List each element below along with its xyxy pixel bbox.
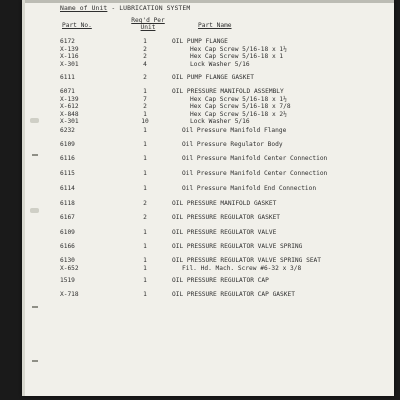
quantity-cell	[128, 185, 162, 193]
part-number: 6111	[60, 74, 75, 81]
quantity: 2	[143, 200, 147, 207]
part-number-cell	[60, 88, 110, 126]
quantity-cell	[128, 200, 162, 208]
part-number-cell	[60, 214, 110, 222]
parts-list-document	[22, 0, 394, 396]
part-number-cell	[60, 229, 110, 237]
quantity: 1	[143, 155, 147, 162]
part-name: Oil Pressure Manifold Flange	[182, 127, 287, 134]
part-number-cell	[60, 185, 110, 193]
part-number: X-612	[60, 103, 79, 110]
quantity: 7	[143, 95, 147, 103]
part-number: 6167	[60, 214, 75, 221]
part-name-cell	[182, 127, 397, 135]
part-name: OIL PUMP FLANGE GASKET	[172, 74, 254, 81]
quantity-cell	[128, 74, 162, 82]
part-number: 1519	[60, 277, 75, 284]
header-required-per-unit: Req'd Per Unit	[131, 17, 165, 31]
quantity: 1	[143, 185, 147, 192]
quantity: 1	[143, 110, 147, 118]
part-number: 6118	[60, 200, 75, 207]
quantity-cell	[128, 170, 162, 178]
sub-part-name: Fil. Hd. Mach. Screw #6-32 x 3/8	[182, 264, 302, 272]
quantity-cell	[128, 127, 162, 135]
part-name: OIL PRESSURE REGULATOR CAP	[172, 277, 269, 284]
part-number-cell	[60, 257, 110, 272]
part-name-cell	[172, 229, 387, 237]
part-number: X-652	[60, 264, 79, 272]
part-number: 6172	[60, 38, 75, 45]
quantity: 2	[143, 45, 147, 53]
sub-part-name: Hex Cap Screw 5/16-18 x 1½	[190, 45, 287, 53]
part-number: X-139	[60, 95, 79, 103]
part-name: Oil Pressure Manifold End Connection	[182, 185, 317, 192]
quantity: 1	[143, 277, 147, 284]
part-name-cell	[172, 277, 387, 285]
unit-title	[60, 4, 190, 12]
quantity: 1	[143, 170, 147, 177]
part-number-cell	[60, 291, 110, 299]
quantity-cell	[128, 155, 162, 163]
quantity: 1	[143, 243, 147, 250]
part-number: 6116	[60, 155, 75, 162]
sub-part-name: Hex Cap Screw 5/16-18 x 1½	[190, 95, 287, 103]
quantity: 1	[143, 264, 147, 272]
quantity-cell	[128, 88, 162, 126]
part-number: 6115	[60, 170, 75, 177]
part-name: OIL PRESSURE MANIFOLD GASKET	[172, 200, 277, 207]
part-name-cell	[172, 243, 387, 251]
part-name: OIL PRESSURE REGULATOR VALVE	[172, 229, 277, 236]
quantity: 1	[143, 291, 147, 298]
quantity-cell	[128, 214, 162, 222]
part-name-cell	[182, 155, 397, 163]
part-name-cell	[172, 74, 387, 82]
part-name: OIL PUMP FLANGE	[172, 38, 228, 45]
part-number: 6166	[60, 243, 75, 250]
part-name-cell	[172, 200, 387, 208]
part-number-cell	[60, 127, 110, 135]
part-name-cell	[182, 185, 397, 193]
part-number: X-718	[60, 291, 79, 298]
quantity: 1	[143, 38, 147, 45]
part-number-cell	[60, 200, 110, 208]
quantity-cell	[128, 277, 162, 285]
quantity-cell	[128, 243, 162, 251]
part-name: Oil Pressure Manifold Center Connection	[182, 155, 328, 162]
quantity: 2	[143, 214, 147, 221]
part-number: X-301	[60, 118, 79, 125]
unit-title-value: - LUBRICATION SYSTEM	[111, 4, 191, 12]
sub-part-name: Hex Cap Screw 5/16-18 x 7/8	[190, 103, 291, 110]
part-name-cell	[182, 170, 397, 178]
quantity: 2	[143, 53, 147, 60]
header-part-number: Part No.	[62, 22, 92, 29]
part-name: OIL PRESSURE REGULATOR GASKET	[172, 214, 281, 221]
part-number-cell	[60, 243, 110, 251]
sub-part-name: Hex Cap Screw 5/16-18 x 1	[190, 53, 284, 60]
part-name-cell	[172, 88, 387, 126]
part-number: 6232	[60, 127, 75, 134]
part-number: 6109	[60, 141, 75, 148]
quantity: 1	[143, 141, 147, 148]
quantity: 1	[143, 229, 147, 236]
header-part-name: Part Name	[198, 22, 232, 29]
part-number: 6109	[60, 229, 75, 236]
part-name: OIL PRESSURE MANIFOLD ASSEMBLY	[172, 88, 284, 95]
part-number: 6114	[60, 185, 75, 192]
part-number: X-116	[60, 53, 79, 60]
part-number: 6071	[60, 88, 75, 95]
part-name-cell	[172, 291, 387, 299]
part-number-cell	[60, 277, 110, 285]
part-number-cell	[60, 141, 110, 149]
quantity: 10	[141, 118, 149, 125]
quantity: 1	[143, 88, 147, 95]
part-name-cell	[172, 214, 387, 222]
part-number: X-848	[60, 110, 79, 118]
part-name: Oil Pressure Manifold Center Connection	[182, 170, 328, 177]
quantity-cell	[128, 141, 162, 149]
part-number: X-301	[60, 60, 79, 68]
quantity: 2	[143, 74, 147, 81]
part-number-cell	[60, 155, 110, 163]
part-number: 6130	[60, 257, 75, 264]
part-name: Oil Pressure Regulator Body	[182, 141, 283, 148]
quantity: 2	[143, 103, 147, 110]
part-number-cell	[60, 170, 110, 178]
quantity-cell	[128, 38, 162, 68]
part-number-cell	[60, 38, 110, 68]
part-name: OIL PRESSURE REGULATOR CAP GASKET	[172, 291, 295, 298]
part-name: OIL PRESSURE REGULATOR VALVE SPRING SEAT	[172, 257, 322, 264]
part-number: X-139	[60, 45, 79, 53]
quantity-cell	[128, 257, 162, 272]
part-name-cell	[172, 257, 387, 272]
sub-part-name: Hex Cap Screw 5/16-18 x 2½	[190, 110, 287, 118]
unit-title-label: Name of Unit	[60, 4, 108, 12]
sub-part-name: Lock Washer 5/16	[190, 60, 250, 68]
quantity-cell	[128, 229, 162, 237]
sub-part-name: Lock Washer 5/16	[190, 118, 250, 125]
part-name: OIL PRESSURE REGULATOR VALVE SPRING	[172, 243, 303, 250]
part-name-cell	[182, 141, 397, 149]
quantity: 1	[143, 127, 147, 134]
part-name-cell	[172, 38, 387, 68]
part-number-cell	[60, 74, 110, 82]
quantity-cell	[128, 291, 162, 299]
quantity: 1	[143, 257, 147, 264]
quantity: 4	[143, 60, 147, 68]
paper-sheet	[22, 0, 394, 396]
